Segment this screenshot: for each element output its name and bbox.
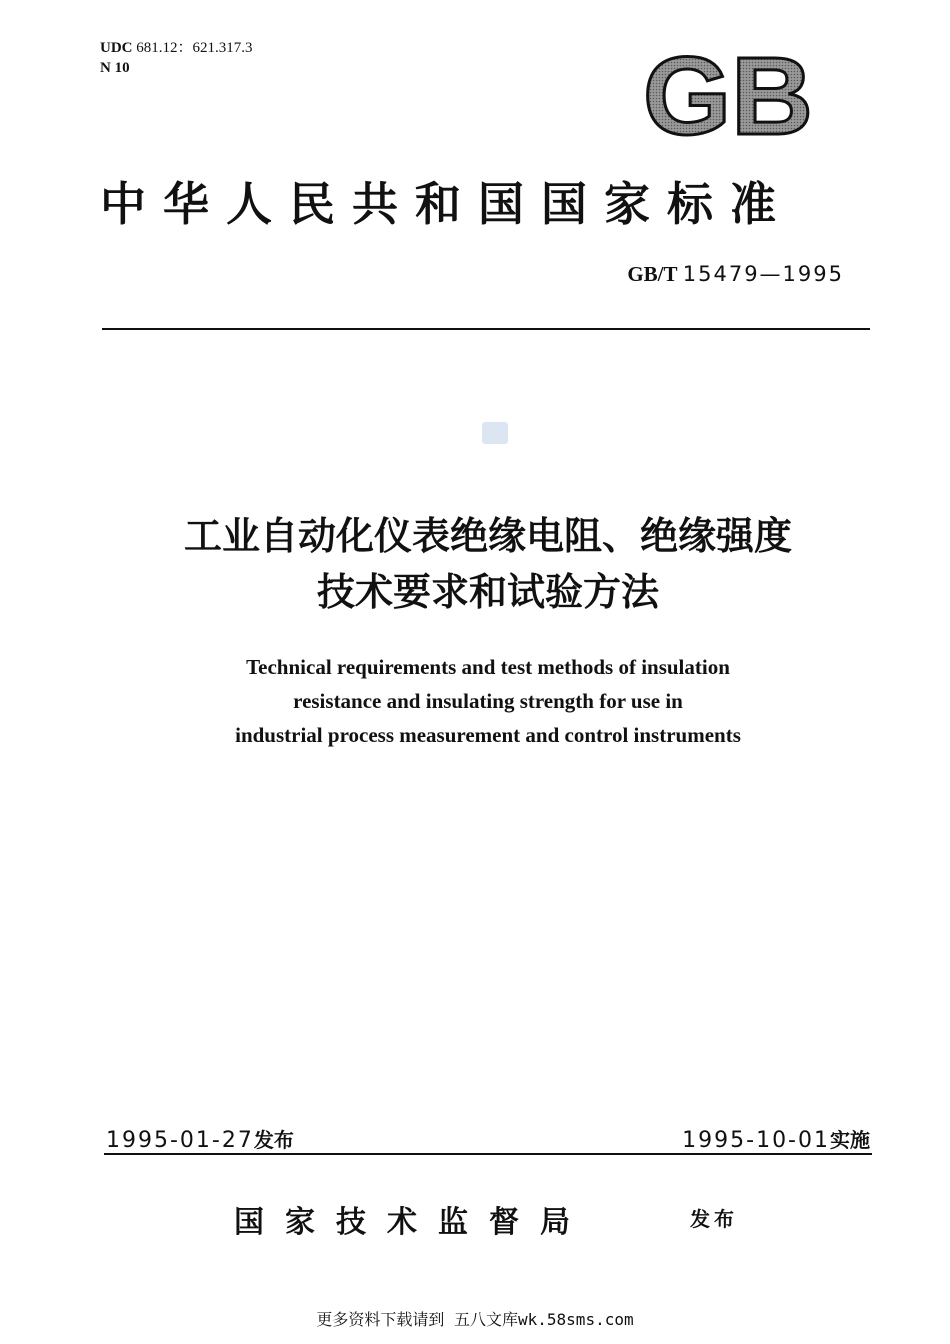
sac-watermark xyxy=(482,422,508,444)
class-code: N 10 xyxy=(100,60,130,76)
publish-label: 发布 xyxy=(690,1207,738,1231)
issue-date xyxy=(106,1124,294,1153)
issue-date-value: 1995-01-27 xyxy=(106,1128,254,1153)
issue-date-label: 发布 xyxy=(253,1128,294,1152)
standard-number-value: 15479—1995 xyxy=(682,262,844,286)
bottom-divider xyxy=(104,1153,872,1155)
national-standard-heading: 中华人民共和国国家标准 xyxy=(100,177,793,231)
implement-date-label: 实施 xyxy=(830,1128,870,1152)
chinese-title-line-1: 工业自动化仪表绝缘电阻、绝缘强度 xyxy=(183,514,792,558)
issuing-authority: 国家技术监督局 xyxy=(234,1205,591,1240)
english-title-line-3: industrial process measurement and control instruments xyxy=(235,723,741,747)
implement-date-value: 1995-10-01 xyxy=(682,1128,830,1153)
footer-download-note: 更多资料下载请到 五八文库wk.58sms.com xyxy=(316,1310,634,1329)
standard-number xyxy=(627,262,844,287)
chinese-title-line-2: 技术要求和试验方法 xyxy=(316,570,659,614)
english-title-line-2: resistance and insulating strength for use in xyxy=(293,689,683,713)
english-title xyxy=(100,650,876,752)
udc-label: UDC xyxy=(100,40,133,56)
top-divider xyxy=(102,328,870,330)
english-title-line-1: Technical requirements and test methods of insulation xyxy=(246,655,730,679)
gb-logo-text: GB xyxy=(643,46,813,146)
gb-logo xyxy=(640,46,816,146)
chinese-title xyxy=(100,508,876,620)
udc-value: 681.12：621.317.3 xyxy=(136,40,253,56)
implement-date xyxy=(682,1124,870,1153)
udc-block xyxy=(100,38,253,78)
standard-prefix: GB/T xyxy=(627,262,678,286)
